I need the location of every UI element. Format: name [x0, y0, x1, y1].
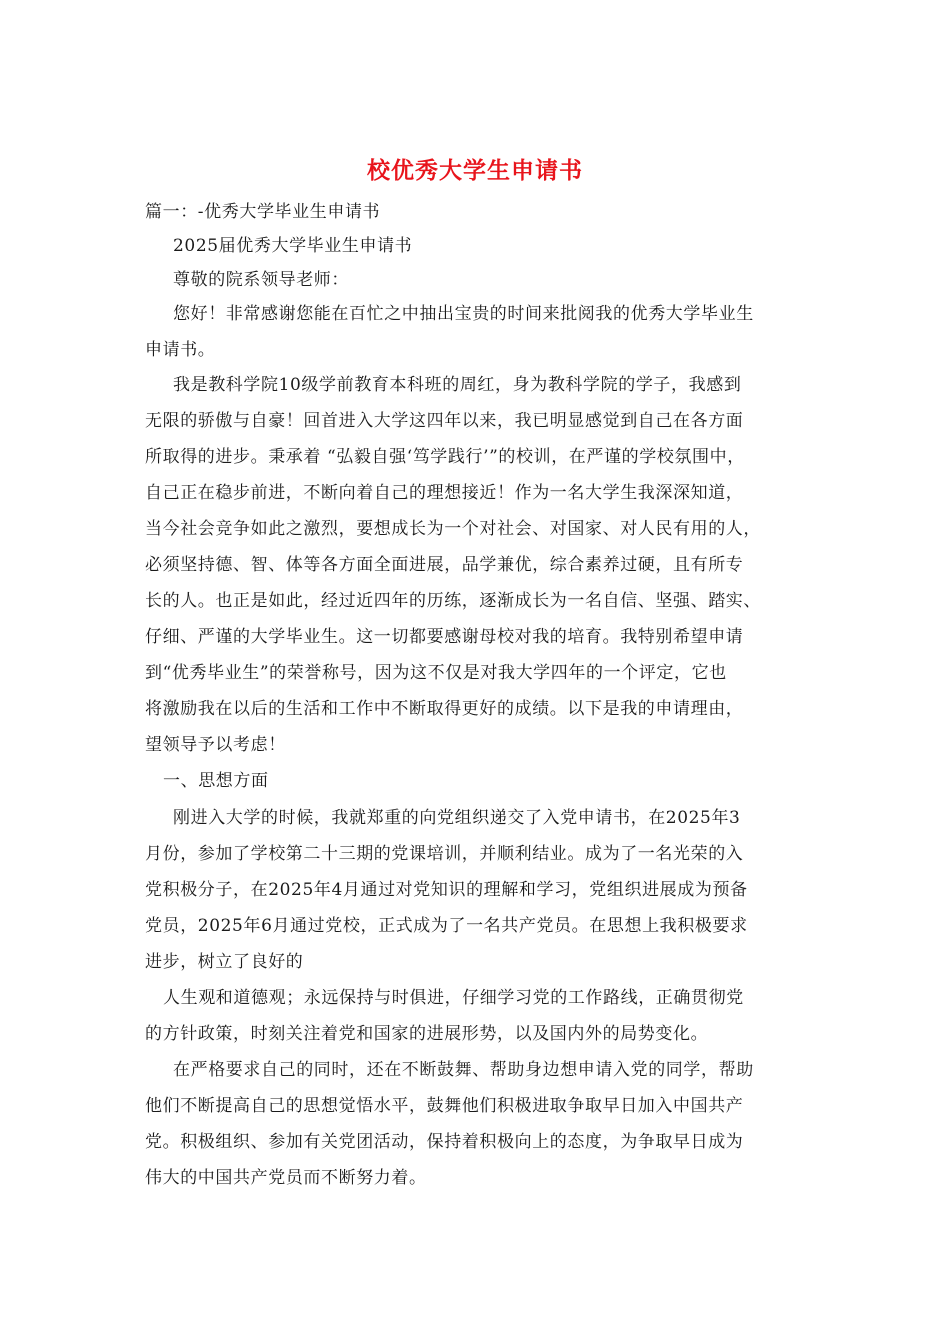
text-line: 将激励我在以后的生活和工作中不断取得更好的成绩。以下是我的申请理由， — [145, 699, 744, 719]
text-line: 必须坚持德、智、体等各方面全面进展，品学兼优，综合素养过硬，且有所专 — [145, 555, 744, 575]
text-line: 党积极分子，在2025年4月通过对党知识的理解和学习，党组织进展成为预备 — [145, 880, 748, 900]
text-line: 他们不断提高自己的思想觉悟水平，鼓舞他们积极进取争取早日加入中国共产 — [145, 1096, 744, 1116]
text-line: 党。积极组织、参加有关党团活动，保持着积极向上的态度，为争取早日成为 — [145, 1132, 744, 1152]
text-line: 伟大的中国共产党员而不断努力着。 — [145, 1168, 427, 1188]
text-line: 当今社会竞争如此之激烈，要想成长为一个对社会、对国家、对人民有用的人， — [145, 519, 761, 539]
text-line: 尊敬的院系领导老师： — [173, 270, 349, 290]
text-line: 进步，树立了良好的 — [145, 952, 304, 972]
text-line: 篇一：-优秀大学毕业生申请书 — [145, 202, 381, 222]
text-line: 人生观和道德观；永远保持与时俱进，仔细学习党的工作路线，正确贯彻党 — [163, 988, 744, 1008]
text-line: 望领导予以考虑！ — [145, 735, 286, 755]
text-line: 无限的骄傲与自豪！回首进入大学这四年以来，我已明显感觉到自己在各方面 — [145, 411, 744, 431]
text-line: 2025届优秀大学毕业生申请书 — [173, 236, 413, 256]
section-heading: 一、思想方面 — [163, 771, 269, 791]
text-line: 在严格要求自己的同时，还在不断鼓舞、帮助身边想申请入党的同学，帮助 — [173, 1060, 754, 1080]
text-line: 到“优秀毕业生”的荣誉称号，因为这不仅是对我大学四年的一个评定，它也 — [145, 663, 727, 683]
document-title: 校优秀大学生申请书 — [367, 157, 583, 184]
text-line: 的方针政策，时刻关注着党和国家的进展形势，以及国内外的局势变化。 — [145, 1024, 709, 1044]
text-line: 月份，参加了学校第二十三期的党课培训，并顺利结业。成为了一名光荣的入 — [145, 844, 744, 864]
text-line: 仔细、严谨的大学毕业生。这一切都要感谢母校对我的培育。我特别希望申请 — [145, 627, 744, 647]
text-line: 党员，2025年6月通过党校，正式成为了一名共产党员。在思想上我积极要求 — [145, 916, 748, 936]
text-line: 刚进入大学的时候，我就郑重的向党组织递交了入党申请书，在2025年3 — [173, 808, 741, 828]
text-line: 您好！非常感谢您能在百忙之中抽出宝贵的时间来批阅我的优秀大学毕业生 — [173, 304, 754, 324]
text-line: 所取得的进步。秉承着 “弘毅自强‘笃学践行’”的校训，在严谨的学校氛围中， — [145, 447, 745, 467]
text-line: 长的人。也正是如此，经过近四年的历练，逐渐成长为一名自信、坚强、踏实、 — [145, 591, 761, 611]
text-line: 我是教科学院10级学前教育本科班的周红，身为教科学院的学子，我感到 — [173, 375, 742, 395]
text-line: 申请书。 — [145, 340, 216, 360]
text-line: 自己正在稳步前进，不断向着自己的理想接近！作为一名大学生我深深知道， — [145, 483, 744, 503]
